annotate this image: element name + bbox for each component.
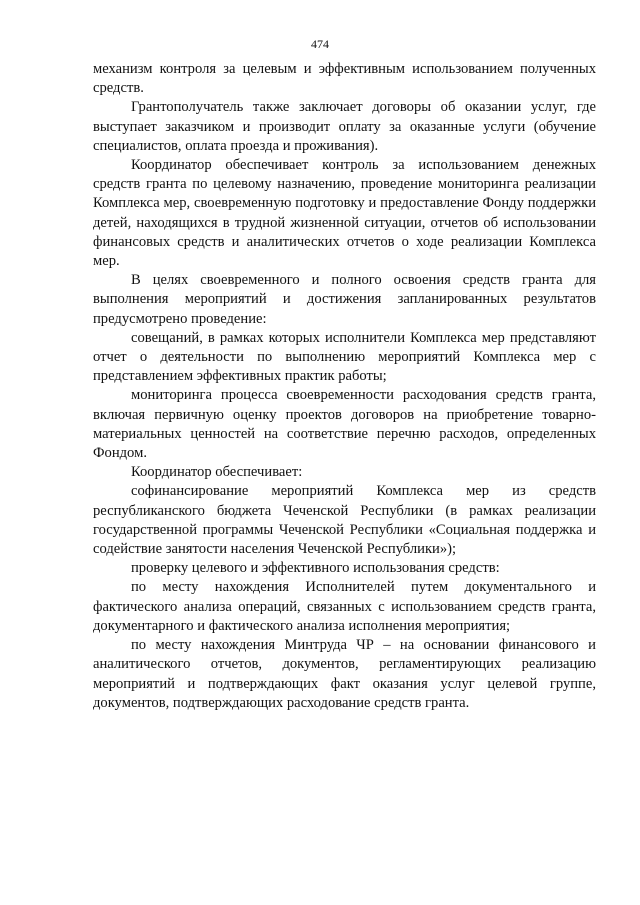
paragraph: совещаний, в рамках которых исполнители Комплекса мер представляют отчет о деятельности по выполнению мероприятий Комплекса мер с представлением эффективных практик работы; [93,329,596,385]
paragraph: Координатор обеспечивает контроль за использованием денежных средств гранта по целевому назначению, проведение мониторинга реализации Комплекса мер, своевременную подготовку и предоставление Фонду поддержки детей, находящихся в трудной жизненной ситуации, отчетов об использовании финансовых средств и аналитических отчетов о ходе реализации Комплекса мер. [93,157,596,270]
page-number: 474 [311,37,329,51]
document-body [93,60,596,713]
paragraph: мониторинга процесса своевременности расходования средств гранта, включая первичную оценку проектов договоров на приобретение товарно-материальных ценностей на соответствие перечню расходов, определенных Фондом. [93,387,596,462]
paragraph: софинансирование мероприятий Комплекса мер из средств республиканского бюджета Чеченской Республики (в рамках реализации государственной программы Чеченской Республики «Социальная поддержка и содействие занятости населения Чеченской Республики»); [93,483,596,558]
paragraph: по месту нахождения Минтруда ЧР – на основании финансового и аналитического отчетов, документов, регламентирующих реализацию мероприятий и подтверждающих факт оказания услуг целевой группе, документов, подтверждающих расходование средств гранта. [93,637,596,711]
paragraph: Грантополучатель также заключает договоры об оказании услуг, где выступает заказчиком и производит оплату за оказанные услуги (обучение специалистов, оплата проезда и проживания). [93,99,596,154]
paragraph: проверку целевого и эффективного использования средств: [131,560,500,577]
paragraph: по месту нахождения Исполнителей путем документального и фактического анализа операций, связанных с использованием средств гранта, документарного и фактического анализа исполнения мероприятия; [93,579,596,634]
paragraph: механизм контроля за целевым и эффективным использованием полученных средств. [93,61,596,97]
paragraph: Координатор обеспечивает: [131,464,303,481]
paragraph: В целях своевременного и полного освоения средств гранта для выполнения мероприятий и достижения запланированных результатов предусмотрено проведение: [93,272,596,327]
